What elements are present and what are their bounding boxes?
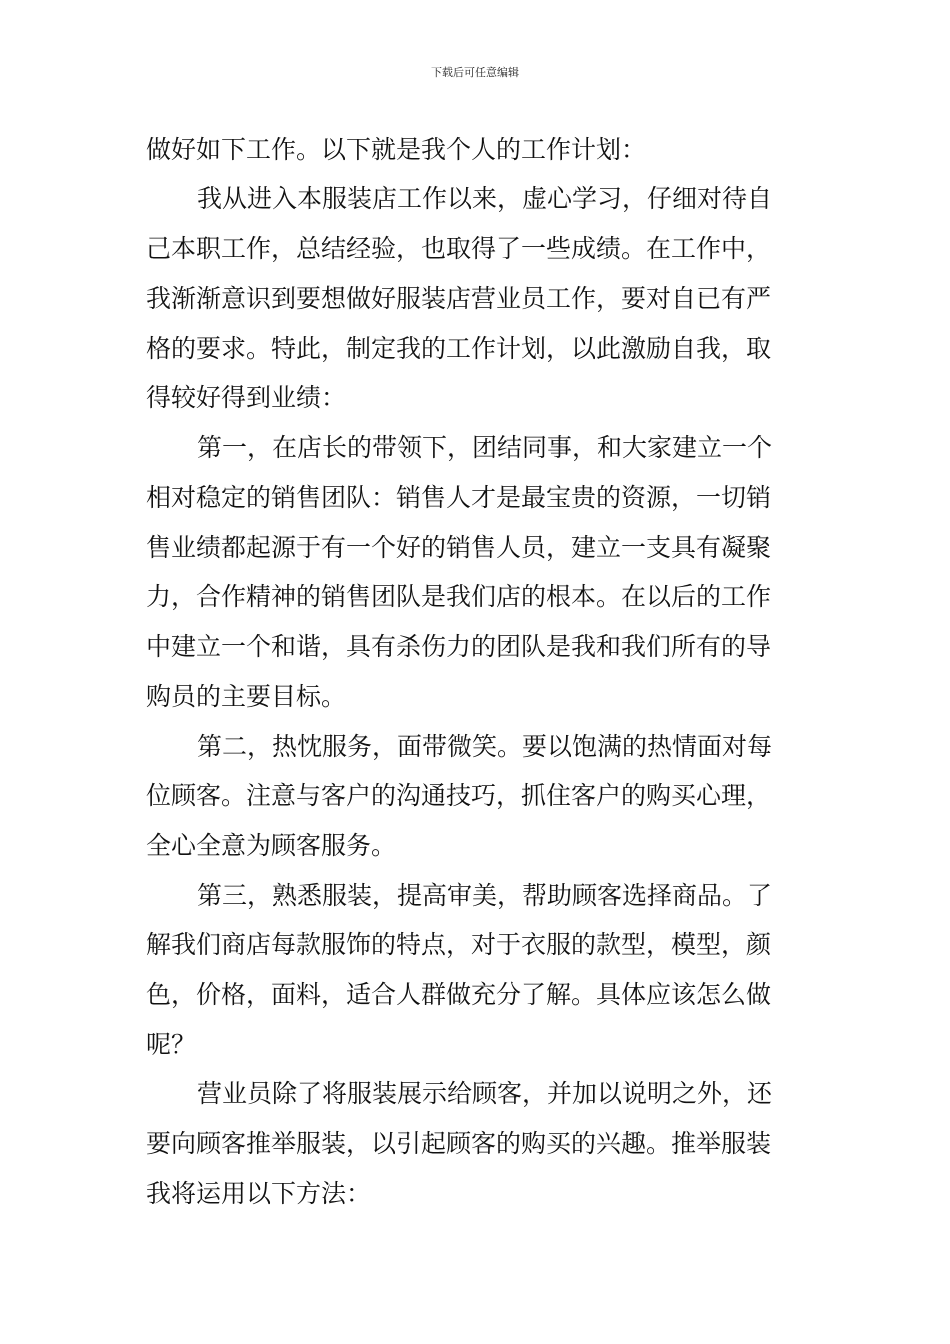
text-line: 格的要求。特此，制定我的工作计划，以此激励自我，取 <box>146 334 772 363</box>
text-line: 得较好得到业绩： <box>146 383 347 412</box>
text-line: 我渐渐意识到要想做好服装店营业员工作，要对自已有严 <box>146 284 772 313</box>
text-line: 呢？ <box>146 1030 197 1059</box>
text-line: 相对稳定的销售团队：销售人才是最宝贵的资源，一切销 <box>146 483 772 512</box>
header-note: 下载后可任意编辑 <box>431 66 519 79</box>
text-line: 购员的主要目标。 <box>146 682 347 711</box>
text-line: 我将运用以下方法： <box>146 1179 372 1208</box>
text-line: 色，价格，面料，适合人群做充分了解。具体应该怎么做 <box>146 980 772 1009</box>
text-line: 位顾客。注意与客户的沟通技巧，抓住客户的购买心理， <box>146 781 772 810</box>
text-line: 做好如下工作。以下就是我个人的工作计划： <box>146 135 647 164</box>
text-line: 第二，热忱服务，面带微笑。要以饱满的热情面对每 <box>197 732 773 761</box>
text-line: 第一，在店长的带领下，团结同事，和大家建立一个 <box>197 433 773 462</box>
text-line: 第三，熟悉服装，提高审美，帮助顾客选择商品。了 <box>197 881 773 910</box>
text-line: 要向顾客推举服装，以引起顾客的购买的兴趣。推举服装 <box>146 1129 772 1158</box>
text-line: 解我们商店每款服饰的特点，对于衣服的款型，模型，颜 <box>146 930 772 959</box>
text-line: 售业绩都起源于有一个好的销售人员，建立一支具有凝聚 <box>146 533 772 562</box>
text-line: 己本职工作，总结经验，也取得了一些成绩。在工作中， <box>146 234 772 263</box>
text-line: 中建立一个和谐，具有杀伤力的团队是我和我们所有的导 <box>146 632 772 661</box>
text-line: 营业员除了将服装展示给顾客，并加以说明之外，还 <box>197 1079 773 1108</box>
text-line: 全心全意为顾客服务。 <box>146 831 397 860</box>
text-line: 我从进入本服装店工作以来，虚心学习，仔细对待自 <box>197 184 773 213</box>
text-line: 力，合作精神的销售团队是我们店的根本。在以后的工作 <box>146 582 772 611</box>
